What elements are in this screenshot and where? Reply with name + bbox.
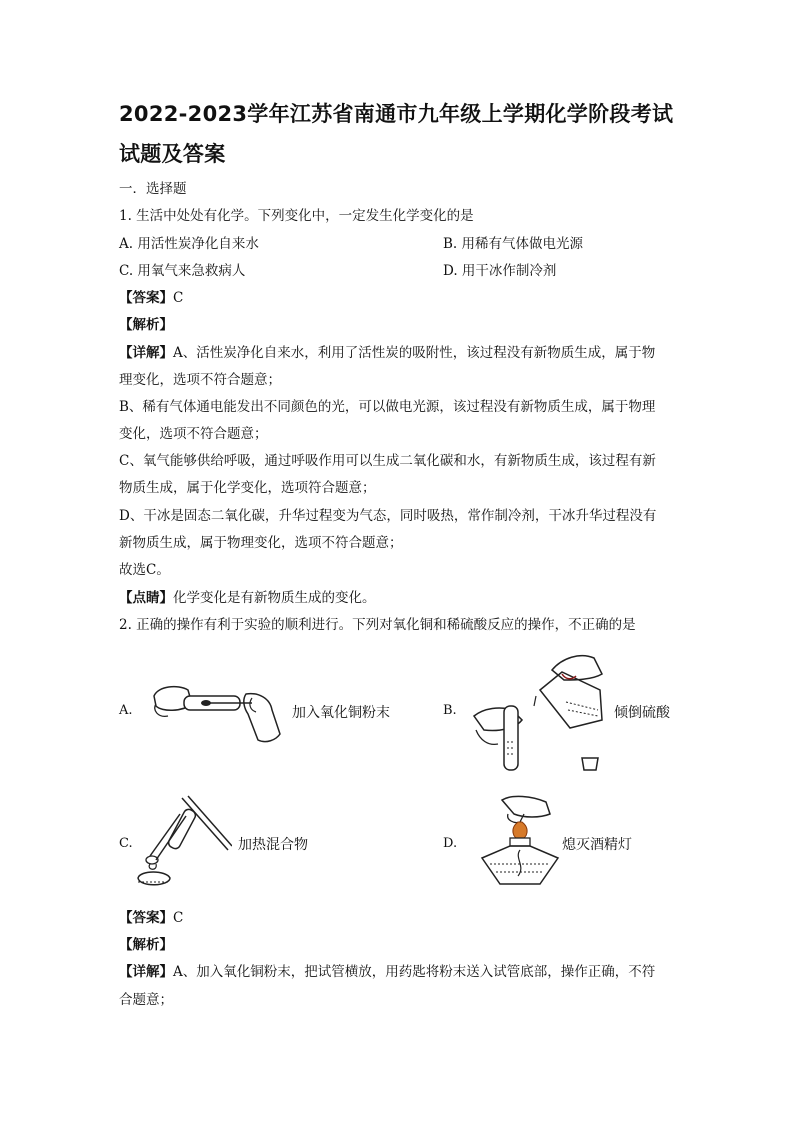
q1-comment	[119, 589, 376, 607]
q2-answer	[119, 909, 183, 927]
q2-analysis-heading	[119, 936, 173, 954]
test-tube-spatula-illustration	[148, 674, 288, 746]
comment-tag: 【点睛】	[119, 590, 173, 606]
answer-value: C	[173, 910, 184, 926]
section-heading: 一．选择题	[119, 181, 187, 197]
q1-analysis-heading	[119, 316, 173, 334]
q1-detail-line: 理变化，选项不符合题意；	[119, 372, 281, 388]
q2-option-c-label: C.	[119, 836, 133, 851]
q2-option-c-caption: 加热混合物	[238, 837, 308, 853]
q2-option-b-caption: 倾倒硫酸	[614, 705, 670, 721]
q2-option-a-label: A.	[119, 703, 133, 718]
q1-detail-line: B、稀有气体通电能发出不同颜色的光，可以做电光源，该过程没有新物质生成，属于物理	[119, 399, 656, 415]
detail-tag: 【详解】	[119, 345, 173, 361]
q1-detail-line: 故选C。	[119, 562, 170, 578]
pouring-acid-illustration	[470, 650, 610, 776]
q1-answer	[119, 289, 183, 307]
q1-option-a: A. 用活性炭净化自来水	[119, 236, 259, 252]
comment-text: 化学变化是有新物质生成的变化。	[173, 590, 376, 606]
q2-option-b-label: B.	[443, 703, 457, 718]
question-2-stem: 2. 正确的操作有利于实验的顺利进行。下列对氧化铜和稀硫酸反应的操作，不正确的是	[119, 617, 636, 633]
extinguishing-alcohol-lamp-illustration	[470, 794, 560, 892]
q2-detail-line	[119, 963, 655, 981]
answer-tag: 【答案】	[119, 910, 173, 926]
q1-option-d: D. 用干冰作制冷剂	[443, 263, 557, 279]
detail-tag: 【详解】	[119, 964, 173, 980]
q2-detail-line: 合题意；	[119, 992, 173, 1008]
document-title: 2022-2023学年江苏省南通市九年级上学期化学阶段考试试题及答案	[119, 102, 674, 166]
q1-option-b: B. 用稀有气体做电光源	[443, 236, 584, 252]
answer-tag: 【答案】	[119, 290, 173, 306]
q1-detail-line: C、氧气能够供给呼吸，通过呼吸作用可以生成二氧化碳和水，有新物质生成，该过程有新	[119, 453, 656, 469]
heating-test-tube-illustration	[136, 794, 232, 892]
detail-text: A、加入氧化铜粉末，把试管横放，用药匙将粉末送入试管底部，操作正确，不符	[173, 964, 656, 980]
q1-detail-line	[119, 344, 655, 362]
q1-option-c: C. 用氧气来急救病人	[119, 263, 246, 279]
q1-detail-line: 变化，选项不符合题意；	[119, 426, 268, 442]
q1-detail-line: D、干冰是固态二氧化碳，升华过程变为气态，同时吸热，常作制冷剂，干冰升华过程没有	[119, 508, 657, 524]
q2-option-a-caption: 加入氧化铜粉末	[292, 705, 390, 721]
q2-option-d-caption: 熄灭酒精灯	[562, 837, 632, 853]
q2-option-d-label: D.	[443, 836, 458, 851]
analysis-tag: 【解析】	[119, 317, 173, 333]
detail-text: A、活性炭净化自来水，利用了活性炭的吸附性，该过程没有新物质生成，属于物	[173, 345, 656, 361]
q1-detail-line: 物质生成，属于化学变化，选项符合题意；	[119, 480, 376, 496]
analysis-tag: 【解析】	[119, 937, 173, 953]
answer-value: C	[173, 290, 184, 306]
question-1-stem: 1. 生活中处处有化学。下列变化中，一定发生化学变化的是	[119, 208, 474, 224]
q1-detail-line: 新物质生成，属于物理变化，选项不符合题意；	[119, 535, 403, 551]
